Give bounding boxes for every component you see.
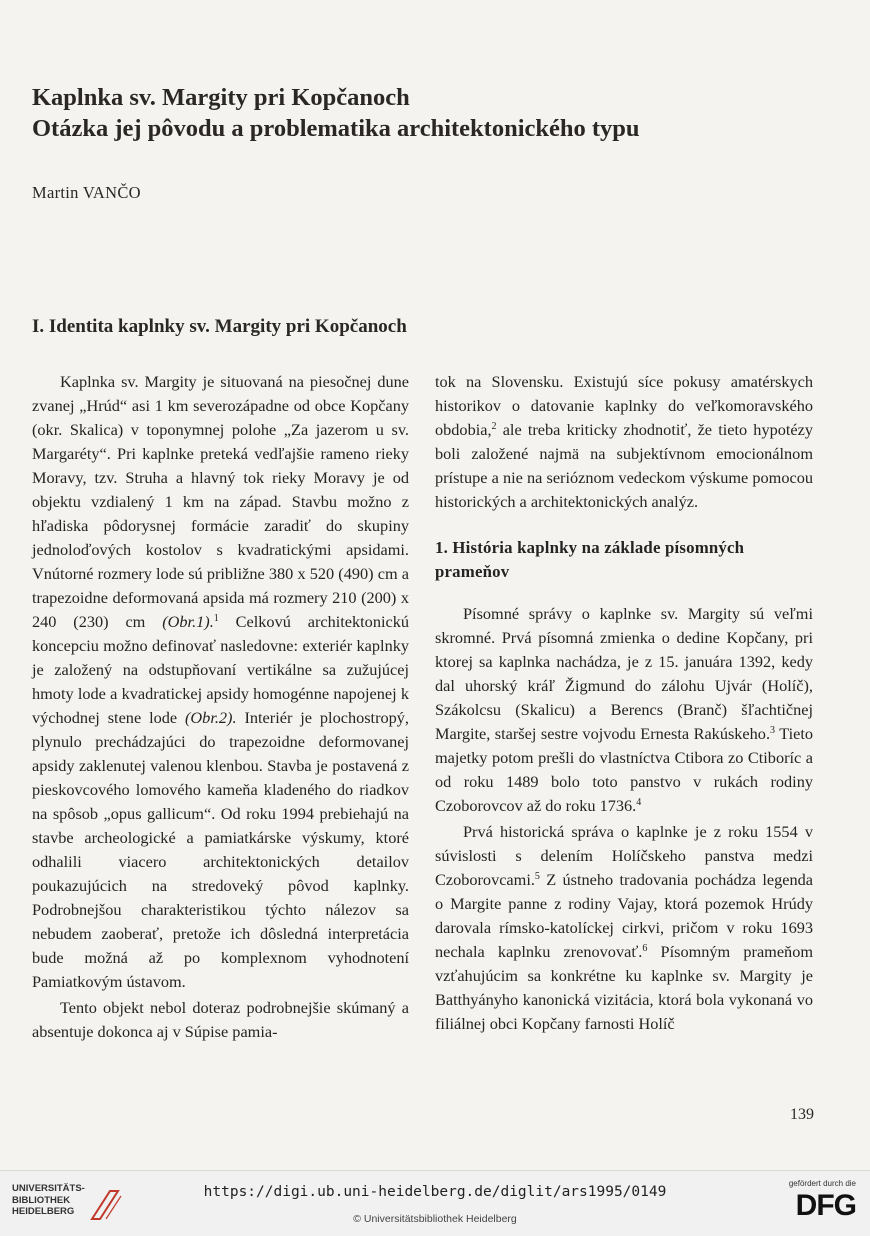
subsection-heading: 1. História kaplnky na základe písomných prameňov (435, 538, 745, 581)
funding-text: gefördert durch die (788, 1179, 856, 1188)
footnote-marker-5: 5 (534, 871, 540, 882)
footnote-marker-4: 4 (636, 797, 642, 808)
right-paragraph-2: Písomné správy o kaplnke sv. Margity sú veľmi skromné. Prvá písomná zmienka o dedine Kopčany, pri ktorej sa kaplnka nachádza, je z 15. januára 1392, kedy dal uhorský kráľ Žigmund do zálohu Ujvár (Holíč), Szákolcsu (Skalicu) a Berencs (Branč) šľachtičnej Margite, staršej sestre vojvodu Ernesta Rakúskeho.$^3$ Tieto majetky potom prešli do vlastníctva Ctibora zo Ctiboríc a od roku 1489 bolo toto panstvo v rukách rodiny Czoborovcov až do roku 1736.$^4$ (435, 604, 813, 815)
copyright-notice: © Universitätsbibliothek Heidelberg (353, 1213, 517, 1225)
left-column (32, 370, 409, 1044)
footnote-marker-3: 3 (770, 725, 776, 736)
left-paragraph-1: Kaplnka sv. Margity je situovaná na piesočnej dune zvanej „Hrúd“ asi 1 km severozápadne od obce Kopčany (okr. Skalica) v toponymnej polohe „Za jazerom u sv. Margaréty“. Pri kaplnke preteká vedľajšie rameno rieky Moravy, tzv. Struha a hlavný tok rieky Moravy je od objektu vzdialený 1 km na západ. Stavbu možno z hľadiska pôdorysnej formácie zaradiť do skupiny jednoloďových kostolov s kvadratickými apsidami. Vnútorné rozmery lode sú približne 380 x 520 (490) cm a trapezoidne deformovaná apsida má rozmery 210 (200) x 240 (230) cm (Obr.1).$^1$ Celkovú architektonickú koncepciu možno definovať nasledovne: exteriér kaplnky je založený na odstupňovaní vertikálne sa zužujúcej hmoty lode a kvadratickej apsidy homogénne napojenej k východnej stene lode (Obr.2). Interiér je plochostropý, plynulo prechádzajúci do trapezoidne deformovanej apsidy zaklenutej valenou klenbou. Stavba je postavená z pieskovcového lomového kameňa kladeného do riadkov na spôsob „opus gallicum“. Od roku 1994 prebiehajú na stavbe archeologické a pamiatkárske výskumy, ktoré odhalili viacero architektonických detailov poukazujúcich na stredoveký pôvod kaplnky. Podrobnejšou charakteristikou týchto nálezov sa nebudem zaoberať, pretože ich dôsledná interpretácia bude možná až po komplexnom vyhodnotení Pamiatkovým ústavom. (32, 372, 409, 991)
viewer-footer (0, 1170, 870, 1236)
article-title (32, 82, 640, 144)
title-line-2: Otázka jej pôvodu a problematika architektonického typu (32, 115, 640, 142)
right-column (435, 370, 813, 1036)
title-line-1: Kaplnka sv. Margity pri Kopčanoch (32, 84, 410, 111)
permalink-url[interactable]: https://digi.ub.uni-heidelberg.de/diglit/ars1995/0149 (203, 1184, 667, 1200)
funder-logo[interactable] (756, 1179, 856, 1222)
footnote-marker-2: 2 (491, 421, 497, 432)
author-name: Martin VANČO (32, 183, 141, 202)
right-paragraph-3: Prvá historická správa o kaplnke je z roku 1554 v súvislosti s delením Holíčskeho panstva medzi Czoborovcami.$^5$ Z ústneho tradovania pochádza legenda o Margite panne z rodiny Vajay, ktorá pozemok Hrúdy darovala rímsko-katolíckej cirkvi, pričom v roku 1693 nechala kaplnku zrenovovať.$^6$ Písomným prameňom vzťahujúcim sa konkrétne ku kaplnke sv. Margity je Batthyányho kanonická vizitácia, ktorá bola vykonaná vo filiálnej obci Kopčany farnosti Holíč (435, 822, 813, 1033)
footnote-marker-6: 6 (642, 943, 648, 954)
section-heading: I. Identita kaplnky sv. Margity pri Kopčanoch (32, 316, 407, 337)
library-name: UNIVERSITÄTS- BIBLIOTHEK HEIDELBERG (12, 1183, 85, 1217)
page-number: 139 (790, 1106, 814, 1123)
dfg-logo: DFG (795, 1189, 856, 1222)
footnote-marker-1: 1 (213, 613, 219, 624)
left-paragraph-2: Tento objekt nebol doteraz podrobnejšie skúmaný a absentuje dokonca aj v Súpise pamia- (32, 998, 409, 1041)
figure-reference-2: (Obr.2). (185, 708, 237, 727)
figure-reference-1: (Obr.1). (162, 612, 214, 631)
right-paragraph-1: tok na Slovensku. Existujú síce pokusy amatérskych historikov o datovanie kaplnky do veľkomoravského obdobia,$^2$ ale treba kriticky zhodnotiť, že tieto hypotézy boli založené najmä na subjektívnom emocionálnom prístupe a nie na serióznom vedeckom výskume pomocou historických a architektonických analýz. (435, 372, 813, 511)
